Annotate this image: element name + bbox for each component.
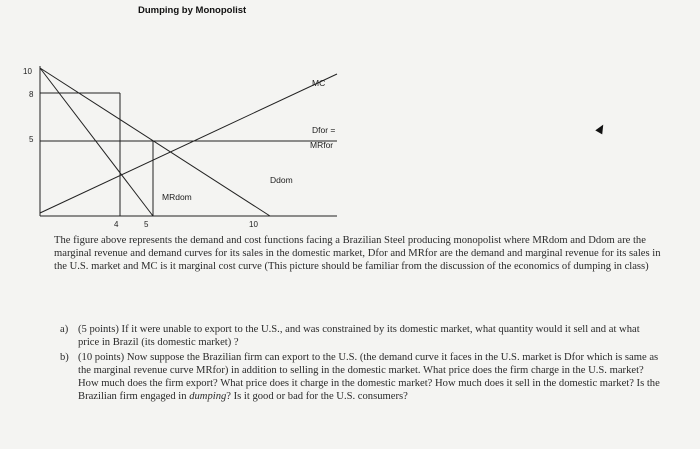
- ddom-curve: [40, 68, 270, 216]
- mrdom-label: MRdom: [162, 192, 192, 202]
- question-b-emphasis: dumping: [189, 391, 227, 402]
- question-b-text-after: ? Is it good or bad for the U.S. consumers?: [226, 391, 408, 402]
- x-tick-4: 4: [114, 220, 119, 229]
- question-a-label: a): [60, 324, 69, 335]
- question-list: [60, 323, 660, 405]
- intro-paragraph: The figure above represents the demand and cost functions facing a Brazilian Steel producing monopolist where MRdom and Ddom are the marginal revenue and demand curves for its sales in the domestic market, Dfor and MRfor are the demand and marginal revenue for its sales in the U.S. market and MC is it marginal cost curve (This picture should be familiar from the discussion of the economics of dumping in class): [54, 235, 661, 272]
- question-b: [60, 351, 660, 403]
- mrfor-label: MRfor: [310, 140, 334, 150]
- figure-title: Dumping by Monopolist: [138, 5, 247, 16]
- mc-label: MC: [312, 78, 326, 88]
- x-tick-5: 5: [144, 220, 149, 229]
- y-tick-8: 8: [29, 90, 34, 99]
- y-tick-5: 5: [29, 135, 34, 144]
- y-tick-10: 10: [23, 67, 32, 76]
- mrdom-curve: [40, 68, 153, 216]
- question-b-text-before: (10 points) Now suppose the Brazilian firm can export to the U.S. (the demand curve it faces in the U.S. market is Dfor which is same as the marginal revenue curve MRfor) in addition to selling in the domestic market. What price does the firm charge in the U.S. market? How much does the firm export? What price does it charge in the domestic market? How much does it sell in the domestic market? Is the Brazilian firm engaged in: [78, 352, 660, 402]
- ddom-label: Ddom: [270, 175, 293, 185]
- x-tick-10: 10: [249, 220, 258, 229]
- dfor-label: Dfor =: [312, 125, 336, 135]
- question-a: [60, 323, 660, 349]
- question-b-label: b): [60, 352, 69, 363]
- question-a-text: (5 points) If it were unable to export to the U.S., and was constrained by its domestic market, what quantity would it sell and at what price in Brazil (its domestic market) ?: [78, 324, 640, 348]
